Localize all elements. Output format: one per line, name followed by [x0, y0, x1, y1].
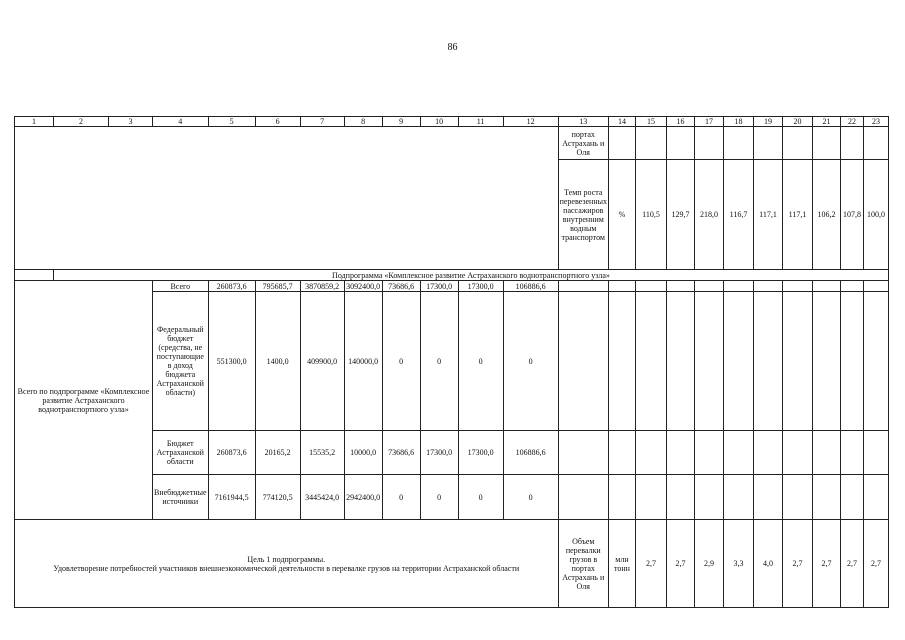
goal-text: Удовлетворение потребностей участников внешнеэкономической деятельности в перевалке грузов на территории Астраханской области	[53, 563, 520, 573]
value-cell: 20165,2	[255, 431, 300, 475]
value-cell: 100,0	[863, 160, 888, 270]
col-num: 9	[382, 117, 420, 127]
value-cell: 0	[458, 292, 503, 431]
indicator-continuation-row	[15, 127, 889, 160]
value-cell: 129,7	[666, 160, 694, 270]
value-cell: 260873,6	[208, 281, 255, 292]
subprogram-total-label: Всего по подпрограмме «Комплексное развитие Астраханского воднотранспортного узла»	[15, 281, 153, 520]
value-cell: 116,7	[723, 160, 753, 270]
value-cell: 2,7	[863, 520, 888, 608]
value-cell: 17300,0	[458, 281, 503, 292]
value-cell: 2,7	[812, 520, 840, 608]
col-num: 17	[694, 117, 723, 127]
subprogram-title: Подпрограмма «Комплексное развитие Астраханского воднотранспортного узла»	[54, 270, 889, 281]
col-num: 7	[300, 117, 344, 127]
col-num: 10	[420, 117, 458, 127]
col-num: 5	[208, 117, 255, 127]
value-cell: 2,7	[666, 520, 694, 608]
col-num: 15	[635, 117, 666, 127]
value-cell: 551300,0	[208, 292, 255, 431]
value-cell: 0	[420, 292, 458, 431]
col-num: 19	[753, 117, 782, 127]
value-cell: 3870859,2	[300, 281, 344, 292]
program-table	[14, 116, 889, 608]
indicator-name: Объем перевалки грузов в портах Астрахань и Оля	[558, 520, 608, 608]
goal-cell	[15, 520, 559, 608]
column-number-row	[15, 117, 889, 127]
page-number: 86	[447, 42, 458, 53]
funding-source: Бюджет Астраханской области	[153, 431, 209, 475]
value-cell: 218,0	[694, 160, 723, 270]
value-cell: 2942400,0	[344, 475, 382, 520]
value-cell: 2,7	[635, 520, 666, 608]
funding-source: Внебюджетные источники	[153, 475, 209, 520]
value-cell: 117,1	[782, 160, 812, 270]
subprogram-title-row	[15, 270, 889, 281]
unit-cell: %	[608, 160, 635, 270]
col-num: 6	[255, 117, 300, 127]
value-cell: 110,5	[635, 160, 666, 270]
value-cell: 0	[503, 475, 558, 520]
total-row	[15, 281, 889, 292]
value-cell: 260873,6	[208, 431, 255, 475]
value-cell: 0	[382, 475, 420, 520]
col-num: 3	[109, 117, 153, 127]
indicator-name: Темп роста перевезенных пассажиров внутренним водным транспортом	[558, 160, 608, 270]
value-cell: 10000,0	[344, 431, 382, 475]
empty-merged-cell	[15, 127, 559, 270]
value-cell: 15535,2	[300, 431, 344, 475]
value-cell: 17300,0	[420, 431, 458, 475]
col-num: 14	[608, 117, 635, 127]
col-num: 21	[812, 117, 840, 127]
col-num: 8	[344, 117, 382, 127]
value-cell: 17300,0	[420, 281, 458, 292]
col-num: 12	[503, 117, 558, 127]
value-cell: 140000,0	[344, 292, 382, 431]
col-num: 18	[723, 117, 753, 127]
value-cell: 117,1	[753, 160, 782, 270]
funding-source: Всего	[153, 281, 209, 292]
unit-cell: млн тонн	[608, 520, 635, 608]
value-cell: 2,7	[840, 520, 863, 608]
value-cell: 73686,6	[382, 431, 420, 475]
funding-source: Федеральный бюджет (средства, не поступающие в доход бюджета Астраханской области)	[153, 292, 209, 431]
col-num: 2	[54, 117, 109, 127]
col-num: 1	[15, 117, 54, 127]
value-cell: 3,3	[723, 520, 753, 608]
col-num: 16	[666, 117, 694, 127]
value-cell: 0	[458, 475, 503, 520]
col-num: 22	[840, 117, 863, 127]
goal-row	[15, 520, 889, 608]
value-cell: 106886,6	[503, 281, 558, 292]
value-cell: 106886,6	[503, 431, 558, 475]
col-num: 23	[863, 117, 888, 127]
value-cell: 3092400,0	[346, 281, 381, 291]
value-cell: 3445424,0	[300, 475, 344, 520]
value-cell: 73686,6	[382, 281, 420, 292]
value-cell: 4,0	[753, 520, 782, 608]
value-cell: 0	[503, 292, 558, 431]
indicator-name: портах Астрахань и Оля	[558, 127, 608, 160]
value-cell: 7161944,5	[208, 475, 255, 520]
col-num: 4	[153, 117, 209, 127]
value-cell: 1400,0	[255, 292, 300, 431]
value-cell: 409900,0	[300, 292, 344, 431]
value-cell: 0	[382, 292, 420, 431]
value-cell: 0	[420, 475, 458, 520]
goal-title: Цель 1 подпрограммы.	[247, 554, 326, 564]
value-cell: 795685,7	[255, 281, 300, 292]
col-num: 20	[782, 117, 812, 127]
col-num: 11	[458, 117, 503, 127]
value-cell: 106,2	[812, 160, 840, 270]
value-cell: 107,8	[840, 160, 863, 270]
value-cell: 2,7	[782, 520, 812, 608]
value-cell: 2,9	[694, 520, 723, 608]
col-num: 13	[558, 117, 608, 127]
value-cell: 774120,5	[255, 475, 300, 520]
value-cell: 17300,0	[458, 431, 503, 475]
